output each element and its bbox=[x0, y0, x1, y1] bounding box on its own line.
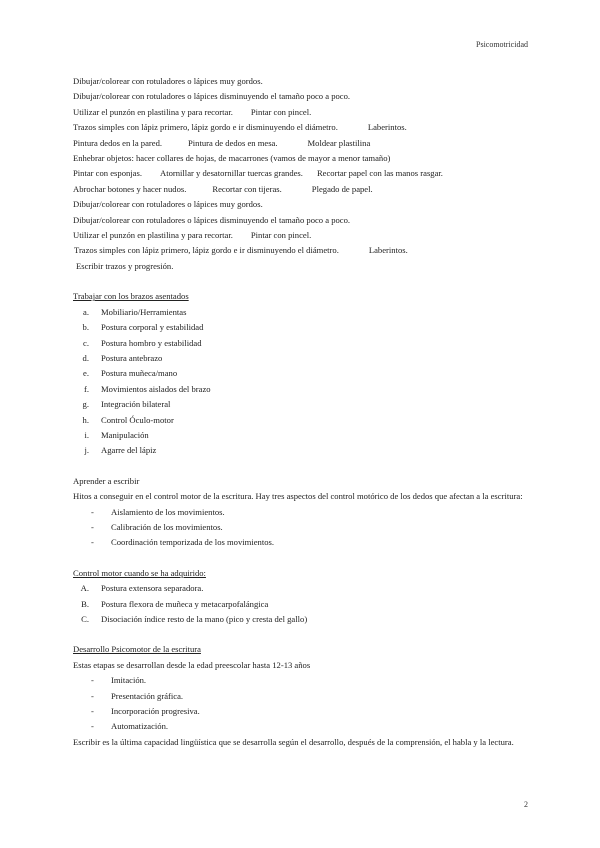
activity: Utilizar el punzón en plastilina y para recortar. bbox=[73, 106, 233, 117]
list-text: Manipulación bbox=[101, 429, 149, 440]
learn-intro: Hitos a conseguir en el control motor de la escritura. Hay tres aspectos del control motórico de los dedos que afectan a la escritura: bbox=[73, 491, 523, 502]
bullet: - bbox=[91, 537, 94, 548]
running-header: Psicomotricidad bbox=[476, 40, 528, 49]
list-text: Automatización. bbox=[111, 721, 169, 732]
list-marker: g. bbox=[82, 399, 89, 410]
list-item bbox=[73, 397, 533, 412]
bullet: - bbox=[91, 675, 94, 686]
activity: Trazos simples con lápiz primero, lápiz gordo e ir disminuyendo el diámetro. bbox=[73, 122, 338, 133]
list-item bbox=[73, 336, 533, 351]
list-text: Disociación índice resto de la mano (pico y cresta del gallo) bbox=[101, 614, 308, 624]
activity: Plegado de papel. bbox=[311, 183, 373, 194]
list-item bbox=[73, 366, 533, 381]
activity: Recortar papel con las manos rasgar. bbox=[316, 168, 443, 179]
list-marker: e. bbox=[83, 368, 89, 379]
list-item bbox=[73, 704, 533, 719]
list-text: Postura muñeca/mano bbox=[101, 368, 178, 379]
list-text: Coordinación temporizada de los movimientos. bbox=[111, 537, 275, 548]
list-item bbox=[73, 428, 533, 443]
activity: Utilizar el punzón en plastilina y para recortar. bbox=[73, 230, 233, 241]
list-item bbox=[73, 413, 533, 428]
activity-line bbox=[73, 166, 533, 181]
list-marker: i. bbox=[84, 429, 89, 440]
dev-intro: Estas etapas se desarrollan desde la edad preescolar hasta 12-13 años bbox=[73, 659, 311, 670]
list-text: Postura antebrazo bbox=[101, 352, 163, 363]
bullet: - bbox=[91, 521, 94, 532]
list-marker: C. bbox=[81, 614, 89, 624]
activity: Moldear plastilina bbox=[307, 137, 371, 148]
bullet: - bbox=[91, 706, 94, 717]
list-item bbox=[73, 520, 533, 535]
dev-closing: Escribir es la última capacidad lingüística que se desarrolla según el desarrollo, después de la comprensión, el habla y la lectura. bbox=[73, 736, 514, 747]
activity-line bbox=[73, 182, 533, 197]
activity: Recortar con tijeras. bbox=[212, 183, 282, 194]
list-item bbox=[73, 719, 533, 734]
seated-list bbox=[73, 305, 533, 459]
activity: Atornillar y desatornillar tuercas grandes. bbox=[159, 168, 303, 179]
activity-line bbox=[73, 136, 533, 151]
document-body bbox=[73, 74, 533, 750]
list-text: Incorporación progresiva. bbox=[111, 706, 200, 717]
section-title-learn: Aprender a escribir bbox=[73, 475, 140, 486]
list-text: Presentación gráfica. bbox=[111, 690, 184, 701]
activity: Pintura de dedos en mesa. bbox=[188, 137, 278, 148]
list-item bbox=[73, 612, 533, 627]
list-text: Agarre del lápiz bbox=[101, 445, 157, 456]
list-item bbox=[73, 505, 533, 520]
list-marker: b. bbox=[82, 322, 89, 333]
activity: Pintura dedos en la pared. bbox=[73, 137, 163, 148]
list-item bbox=[73, 305, 533, 320]
list-item bbox=[73, 597, 533, 612]
dev-list bbox=[73, 673, 533, 735]
activity-line bbox=[73, 243, 533, 258]
list-item bbox=[73, 535, 533, 550]
section-title-dev: Desarrollo Psicomotor de la escritura bbox=[73, 644, 201, 655]
activity-line bbox=[73, 89, 533, 104]
page-number: 2 bbox=[524, 800, 528, 809]
activity: Dibujar/colorear con rotuladores o lápices muy gordos. bbox=[73, 76, 263, 86]
list-item bbox=[73, 689, 533, 704]
list-text: Postura flexora de muñeca y metacarpofalángica bbox=[101, 598, 269, 609]
list-marker: h. bbox=[82, 414, 89, 425]
activity-line bbox=[73, 120, 533, 135]
list-text: Postura extensora separadora. bbox=[101, 583, 204, 594]
list-marker: c. bbox=[83, 337, 89, 348]
list-text: Calibración de los movimientos. bbox=[111, 521, 223, 532]
activity: Pintar con pincel. bbox=[250, 230, 312, 241]
list-item bbox=[73, 581, 533, 596]
list-item bbox=[73, 673, 533, 688]
activity: Pintar con pincel. bbox=[250, 106, 312, 117]
list-item bbox=[73, 382, 533, 397]
list-text: Aislamiento de los movimientos. bbox=[111, 506, 225, 517]
list-text: Postura hombro y estabilidad bbox=[101, 337, 202, 348]
activity: Trazos simples con lápiz primero, lápiz gordo e ir disminuyendo el diámetro. bbox=[74, 245, 339, 256]
list-marker: f. bbox=[83, 383, 89, 394]
list-text: Control Óculo-motor bbox=[101, 414, 174, 425]
list-text: Mobiliario/Herramientas bbox=[101, 306, 187, 317]
activity-line bbox=[73, 259, 533, 274]
activity: Dibujar/colorear con rotuladores o lápices muy gordos. bbox=[73, 199, 263, 210]
list-text: Movimientos aislados del brazo bbox=[101, 383, 211, 394]
list-marker: a. bbox=[83, 306, 89, 317]
motor-list bbox=[73, 581, 533, 627]
activity-line bbox=[73, 74, 533, 89]
activity: Dibujar/colorear con rotuladores o lápices disminuyendo el tamaño poco a poco. bbox=[73, 91, 351, 102]
activity-line bbox=[73, 105, 533, 120]
bullet: - bbox=[91, 506, 94, 517]
section-title-motor: Control motor cuando se ha adquirido: bbox=[73, 567, 206, 578]
activity-line bbox=[73, 213, 533, 228]
list-item bbox=[73, 443, 533, 458]
list-text: Postura corporal y estabilidad bbox=[101, 322, 204, 333]
activity-line bbox=[73, 228, 533, 243]
list-text: Imitación. bbox=[111, 675, 147, 686]
activity-line bbox=[73, 151, 533, 166]
list-item bbox=[73, 351, 533, 366]
activity: Laberintos. bbox=[367, 122, 407, 133]
list-item bbox=[73, 320, 533, 335]
activity: Laberintos. bbox=[368, 245, 408, 256]
activity: Escribir trazos y progresión. bbox=[76, 260, 174, 271]
activity: Dibujar/colorear con rotuladores o lápices disminuyendo el tamaño poco a poco. bbox=[73, 214, 351, 225]
list-marker: j. bbox=[84, 445, 89, 456]
list-marker: B. bbox=[81, 598, 89, 609]
list-marker: A. bbox=[80, 583, 89, 594]
activity: Abrochar botones y hacer nudos. bbox=[73, 183, 187, 194]
section-title-seated: Trabajar con los brazos asentados bbox=[73, 291, 189, 302]
bullet: - bbox=[91, 721, 94, 732]
list-marker: d. bbox=[82, 352, 89, 363]
learn-list bbox=[73, 505, 533, 551]
bullet: - bbox=[91, 690, 94, 701]
activity-line bbox=[73, 197, 533, 212]
list-text: Integración bilateral bbox=[101, 399, 171, 410]
activity: Enhebrar objetos: hacer collares de hojas, de macarrones (vamos de mayor a menor tamaño) bbox=[73, 153, 391, 164]
activity: Pintar con esponjas. bbox=[73, 168, 142, 179]
